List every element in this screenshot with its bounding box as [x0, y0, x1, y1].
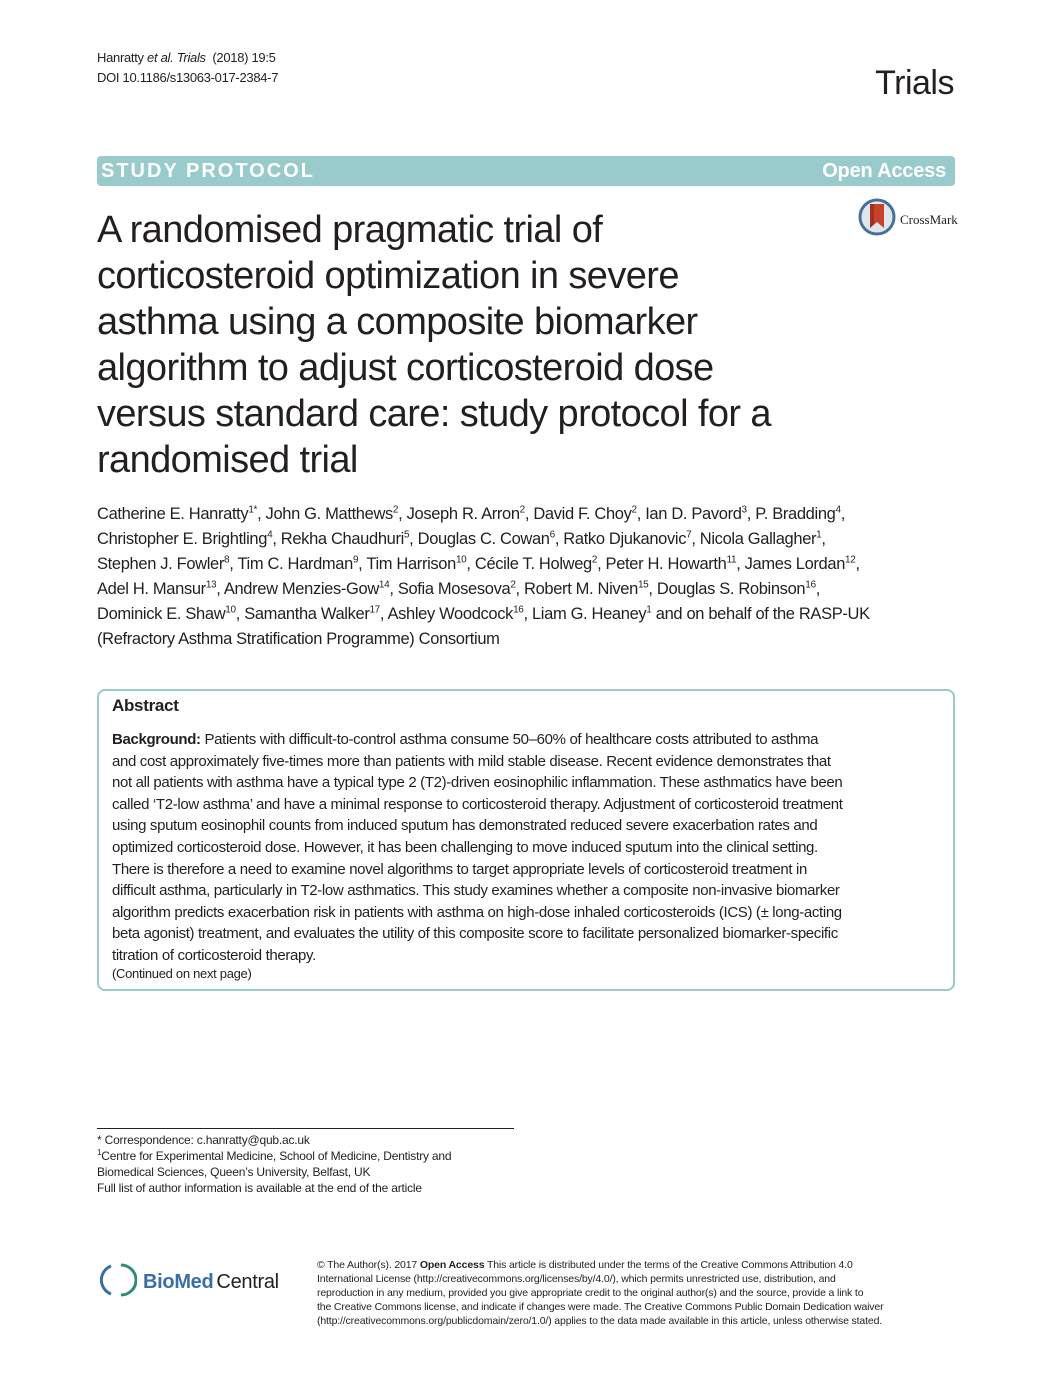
author-affiliation: 14 [378, 579, 390, 591]
article-type-banner [97, 156, 955, 186]
full-list-note: Full list of author information is available at the end of the article [97, 1181, 422, 1195]
license-line: International License (http://creativecommons.org/licenses/by/4.0/), which permits unrestricted use, distribution, and [317, 1273, 836, 1285]
author-affiliation: 3 [741, 504, 747, 516]
author-name: Ian D. Pavord [645, 505, 742, 523]
footnotes [97, 1132, 537, 1196]
author-line: Stephen J. Fowler$^8$, Tim C. Hardman$^9$, Tim Harrison$^{10}$, Cécile T. Holweg$^2$, Peter H. Howarth$^{11}$, James Lordan$^{12}$, [97, 554, 860, 573]
footnote-divider [97, 1128, 514, 1129]
biomed-central-icon [97, 1260, 137, 1305]
author-name: Robert M. Niven [524, 580, 638, 598]
author-line: Christopher E. Brightling$^4$, Rekha Chaudhuri$^5$, Douglas C. Cowan$^6$, Ratko Djukanovic$^7$, Nicola Gallagher$^1$, [97, 529, 826, 548]
author-affiliation: 17 [369, 604, 380, 616]
author-affiliation: 2 [591, 554, 598, 566]
title-line: versus standard care: study protocol for a [97, 393, 771, 435]
author-name: Christopher E. Brightling [97, 530, 268, 548]
author-affiliation: 2 [392, 504, 399, 516]
open-access-label: Open Access [822, 159, 946, 182]
crossmark-icon [858, 198, 896, 241]
citation-line [97, 48, 278, 68]
author-name: Rekha Chaudhuri [280, 530, 404, 548]
abstract-line: called ‘T2-low asthma’ and have a minimal response to corticosteroid therapy. Adjustment of corticosteroid treatment [112, 795, 843, 813]
affiliation-number: 1 [97, 1148, 102, 1157]
author-name: Andrew Menzies-Gow [223, 580, 379, 598]
citation-volume: (2018) 19:5 [212, 50, 276, 65]
author-name: Joseph R. Arron [406, 505, 520, 523]
author-name: Ratko Djukanovic [563, 530, 687, 548]
affiliation-text: Centre for Experimental Medicine, School of Medicine, Dentistry and [101, 1149, 452, 1163]
author-affiliation: 7 [686, 529, 692, 541]
license-text-part: This article is distributed under the terms of the Creative Commons Attribution 4.0 [484, 1259, 853, 1271]
copyright: © The Author(s). 2017 [317, 1259, 420, 1271]
title-line: randomised trial [97, 439, 358, 481]
author-name: Tim Harrison [366, 555, 456, 573]
crossmark-badge[interactable] [858, 198, 958, 241]
author-name: Liam G. Heaney [531, 605, 647, 623]
author-name: Stephen J. Fowler [97, 555, 225, 573]
author-name: Peter H. Howarth [605, 555, 727, 573]
abstract-line [112, 729, 947, 751]
license-line: reproduction in any medium, provided you give appropriate credit to the original author(s) and the source, provide a link to [317, 1287, 864, 1299]
author-line: (Refractory Asthma Stratification Programme) Consortium [97, 630, 500, 648]
author-name: Ashley Woodcock [387, 605, 514, 623]
continued-note: (Continued on next page) [112, 966, 252, 981]
doi[interactable]: DOI 10.1186/s13063-017-2384-7 [97, 70, 279, 85]
title-line: corticosteroid optimization in severe [97, 255, 679, 297]
author-line: Adel H. Mansur$^{13}$, Andrew Menzies-Gow$^{14}$, Sofia Mosesova$^2$, Robert M. Niven$^{15}$, Douglas S. Robinson$^{16}$, [97, 579, 820, 598]
title-line: A randomised pragmatic trial of [97, 209, 603, 251]
author-name: Nicola Gallagher [699, 530, 817, 548]
consortium-text: and on behalf of the RASP-UK [651, 605, 870, 623]
author-affiliation: 10 [225, 604, 236, 616]
correspondence[interactable]: * Correspondence: c.hanratty@qub.ac.uk [97, 1133, 310, 1147]
abstract-background [112, 729, 947, 967]
author-affiliation: 6 [549, 529, 555, 541]
author-affiliation: 10 [455, 554, 467, 566]
abstract-line: optimized corticosteroid dose. However, it has been challenging to move induced sputum into the clinical setting. [112, 838, 818, 856]
author-affiliation: 16 [513, 604, 524, 616]
author-name: Sofia Mosesova [397, 580, 511, 598]
author-name: Cécile T. Holweg [474, 555, 592, 573]
author-name: Adel H. Mansur [97, 580, 206, 598]
author-affiliation: 4 [835, 504, 841, 516]
author-affiliation: 13 [205, 579, 217, 591]
author-name: James Lordan [744, 555, 846, 573]
abstract-line: using sputum eosinophil counts from induced sputum has demonstrated reduced severe exacerbation rates and [112, 817, 818, 835]
background-label: Background: [112, 731, 201, 748]
affiliation-line: Biomedical Sciences, Queen’s University, Belfast, UK [97, 1165, 371, 1179]
author-affiliation: 8 [224, 554, 230, 566]
logo-central: Central [216, 1271, 279, 1293]
author-affiliation: 2 [631, 504, 637, 516]
citation-journal: Trials [176, 50, 206, 65]
author-line: Dominick E. Shaw$^{10}$, Samantha Walker$^{17}$, Ashley Woodcock$^{16}$, Liam G. Heaney$^1$ and on behalf of the RASP-UK [97, 604, 870, 623]
author-name: Samantha Walker [244, 605, 370, 623]
author-affiliation: 1 [816, 529, 822, 541]
author-affiliation: 2 [519, 504, 525, 516]
logo-biomed: BioMed [143, 1271, 214, 1293]
title-line: algorithm to adjust corticosteroid dose [97, 347, 714, 389]
affiliation-line [97, 1148, 537, 1164]
author-affiliation: 11 [726, 554, 737, 566]
author-affiliation: 4 [267, 529, 273, 541]
journal-name: Trials [875, 64, 954, 102]
author-affiliation: 12 [845, 554, 856, 566]
abstract-line: beta agonist) treatment, and evaluates the utility of this composite score to facilitate personalized biomarker-specific [112, 925, 838, 943]
abstract-line: difficult asthma, particularly in T2-low asthmatics. This study examines whether a composite non-invasive biomarker [112, 882, 840, 900]
author-name: Douglas C. Cowan [417, 530, 550, 548]
license-open-access: Open Access [419, 1259, 485, 1271]
abstract-line: titration of corticosteroid therapy. [112, 946, 316, 964]
author-affiliation: 1 [646, 604, 652, 616]
author-name: David F. Choy [533, 505, 632, 523]
author-line: Catherine E. Hanratty$^{1*}$, John G. Matthews$^2$, Joseph R. Arron$^2$, David F. Choy$^2$, Ian D. Pavord$^3$, P. Bradding$^4$, [97, 504, 845, 523]
abstract-line: not all patients with asthma have a typical type 2 (T2)-driven eosinophilic inflammation. These asthmatics have been [112, 774, 843, 792]
author-list [97, 502, 927, 652]
author-name: Douglas S. Robinson [656, 580, 806, 598]
citation-block [97, 48, 278, 88]
author-affiliation: 15 [637, 579, 649, 591]
license-text [317, 1258, 957, 1328]
article-type-label: STUDY PROTOCOL [101, 159, 315, 182]
abstract-line: and cost approximately five-times more than patients with mild stable disease. Recent evidence demonstrates that [112, 752, 831, 770]
citation-author: Hanratty [97, 50, 144, 65]
author-affiliation: 16 [805, 579, 816, 591]
abstract-text: Patients with difficult-to-control asthma consume 50–60% of healthcare costs attributed to asthma [200, 731, 819, 748]
author-affiliation: 9 [352, 554, 359, 566]
publisher-logo [97, 1260, 279, 1305]
license-line: the Creative Commons license, and indicate if changes were made. The Creative Commons Public Domain Dedication waiver [317, 1301, 884, 1313]
license-line: (http://creativecommons.org/publicdomain/zero/1.0/) applies to the data made available in this article, unless otherwise stated. [317, 1315, 883, 1327]
author-affiliation: 5 [403, 529, 410, 541]
title-line: asthma using a composite biomarker [97, 301, 698, 343]
citation-etal: et al. [147, 50, 174, 65]
author-name: John G. Matthews [265, 505, 393, 523]
author-name: Catherine E. Hanratty [97, 505, 249, 523]
article-title [97, 207, 857, 483]
license-line [317, 1258, 957, 1272]
abstract-line: There is therefore a need to examine novel algorithms to target appropriate levels of corticosteroid treatment in [112, 860, 808, 878]
crossmark-label: CrossMark [900, 211, 958, 227]
author-name: P. Bradding [755, 505, 836, 523]
author-name: Dominick E. Shaw [97, 605, 226, 623]
author-affiliation: 1* [248, 504, 258, 516]
abstract-heading: Abstract [112, 696, 179, 715]
author-name: Tim C. Hardman [237, 555, 353, 573]
author-affiliation: 2 [510, 579, 516, 591]
abstract-line: algorithm predicts exacerbation risk in patients with asthma on high-dose inhaled corticosteroids (ICS) (± long-acting [112, 903, 842, 921]
